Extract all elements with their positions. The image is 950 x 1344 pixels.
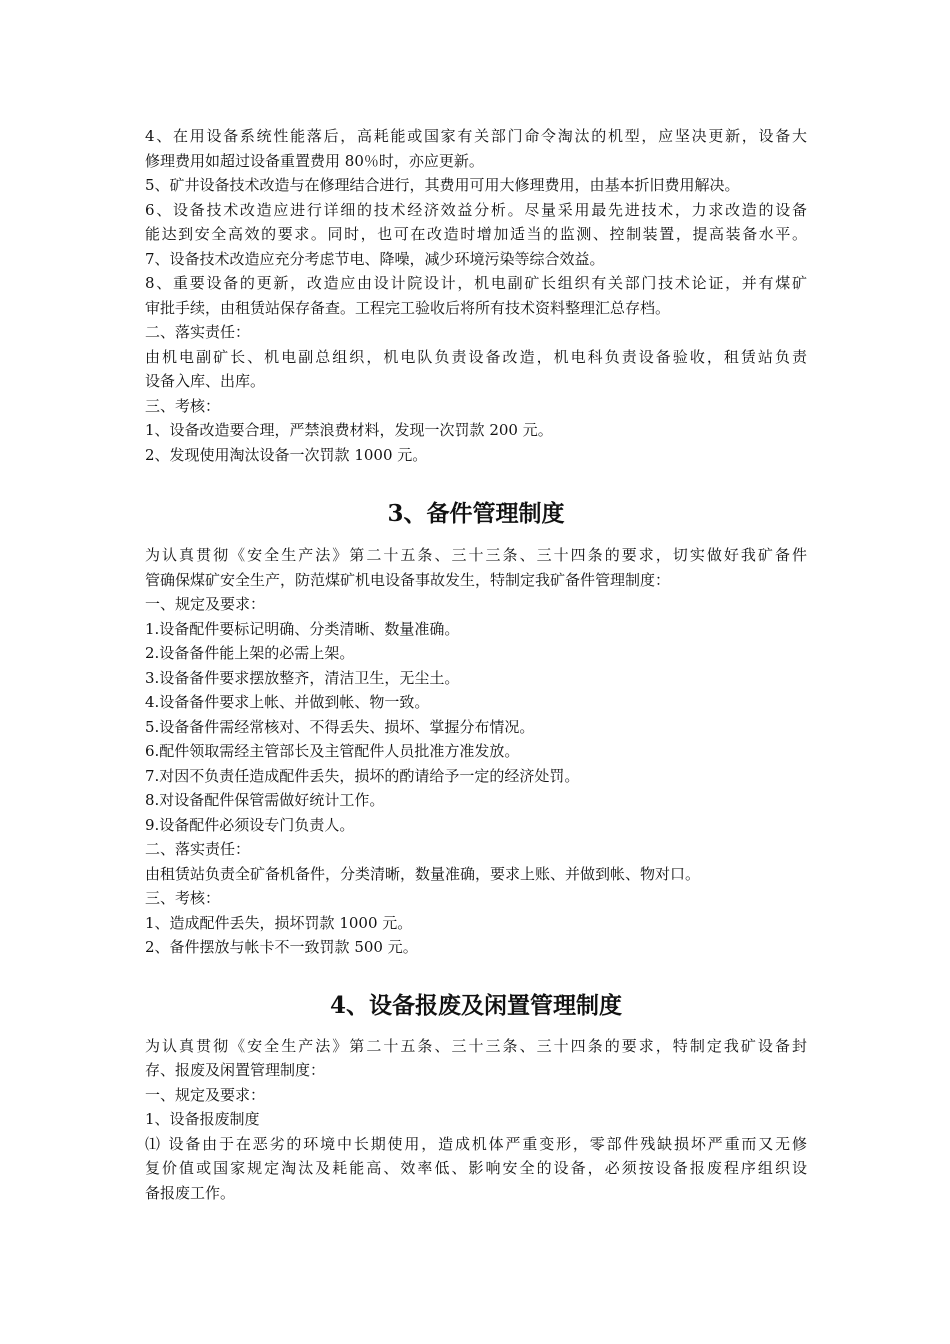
text-line: 6.配件领取需经主管部长及主管配件人员批准方准发放。	[145, 742, 520, 760]
text-line: ⑴ 设备由于在恶劣的环境中长期使用，造成机体严重变形，零部件残缺损坏严重而又无修	[145, 1134, 807, 1153]
section-prev-body	[145, 124, 807, 467]
text-line: 6、设备技术改造应进行详细的技术经济效益分析。尽量采用最先进技术，力求改造的设备	[145, 200, 807, 219]
text-line: 设备入库、出库。	[145, 372, 266, 390]
text-line: 三、考核：	[145, 396, 221, 415]
text-line: 二、落实责任：	[145, 840, 251, 858]
text-line: 4.设备备件要求上帐、并做到帐、物一致。	[145, 693, 430, 711]
text-line: 5、矿井设备技术改造与在修理结合进行，其费用可用大修理费用，由基本折旧费用解决。	[145, 176, 740, 194]
document-page	[145, 124, 807, 1205]
text-line: 能达到安全高效的要求。同时，也可在改造时增加适当的监测、控制装置，提高装备水平。	[145, 225, 807, 243]
text-line: 一、规定及要求：	[145, 595, 266, 613]
text-line: 7.对因不负责任造成配件丢失，损坏的酌请给予一定的经济处罚。	[145, 766, 580, 785]
text-line: 一、规定及要求：	[145, 1085, 266, 1104]
text-line: 存、报废及闲置管理制度：	[145, 1061, 326, 1079]
text-line: 7、设备技术改造应充分考虑节电、降噪，减少环境污染等综合效益。	[145, 249, 605, 268]
text-line: 由机电副矿长、机电副总组织，机电队负责设备改造，机电科负责设备验收，租赁站负责	[145, 347, 807, 366]
text-line: 复价值或国家规定淘汰及耗能高、效率低、影响安全的设备，必须按设备报废程序组织设	[145, 1159, 807, 1177]
text-line: 管确保煤矿安全生产，防范煤矿机电设备事故发生，特制定我矿备件管理制度：	[145, 570, 671, 589]
text-line: 9.设备配件必须设专门负责人。	[145, 815, 355, 834]
text-line: 3.设备备件要求摆放整齐，清洁卫生，无尘土。	[145, 668, 460, 687]
text-line: 8.对设备配件保管需做好统计工作。	[145, 791, 385, 809]
text-line: 1、造成配件丢失，损坏罚款 1000 元。	[145, 913, 413, 932]
text-line: 1、设备改造要合理，严禁浪费材料，发现一次罚款 200 元。	[145, 421, 553, 439]
section-3-title: 3、备件管理制度	[387, 500, 565, 527]
text-line: 二、落实责任：	[145, 323, 251, 341]
text-line: 三、考核：	[145, 889, 221, 907]
text-line: 2.设备备件能上架的必需上架。	[145, 644, 355, 662]
text-line: 为认真贯彻《安全生产法》第二十五条、三十三条、三十四条的要求，特制定我矿设备封	[145, 1036, 807, 1055]
text-line: 4、在用设备系统性能落后，高耗能或国家有关部门命令淘汰的机型，应坚决更新，设备大	[145, 127, 807, 145]
text-line: 2、发现使用淘汰设备一次罚款 1000 元。	[145, 445, 428, 464]
text-line: 修理费用如超过设备重置费用 80％时，亦应更新。	[145, 151, 484, 170]
section-4-title: 4、设备报废及闲置管理制度	[329, 991, 622, 1019]
text-line: 备报废工作。	[145, 1183, 236, 1202]
text-line: 1.设备配件要标记明确、分类清晰、数量准确。	[145, 619, 460, 638]
section-4-body	[145, 1034, 807, 1206]
text-line: 1、设备报废制度	[145, 1110, 260, 1128]
text-line: 由租赁站负责全矿备机备件，分类清晰，数量准确，要求上账、并做到帐、物对口。	[145, 864, 701, 883]
section-3-body	[145, 543, 807, 960]
text-line: 2、备件摆放与帐卡不一致罚款 500 元。	[145, 938, 418, 956]
text-line: 审批手续，由租赁站保存备查。工程完工验收后将所有技术资料整理汇总存档。	[145, 298, 671, 317]
text-line: 8、重要设备的更新，改造应由设计院设计，机电副矿长组织有关部门技术论证，并有煤矿	[145, 274, 807, 292]
text-line: 为认真贯彻《安全生产法》第二十五条、三十三条、三十四条的要求，切实做好我矿备件	[145, 546, 807, 564]
text-line: 5.设备备件需经常核对、不得丢失、损坏、掌握分布情况。	[145, 717, 535, 736]
